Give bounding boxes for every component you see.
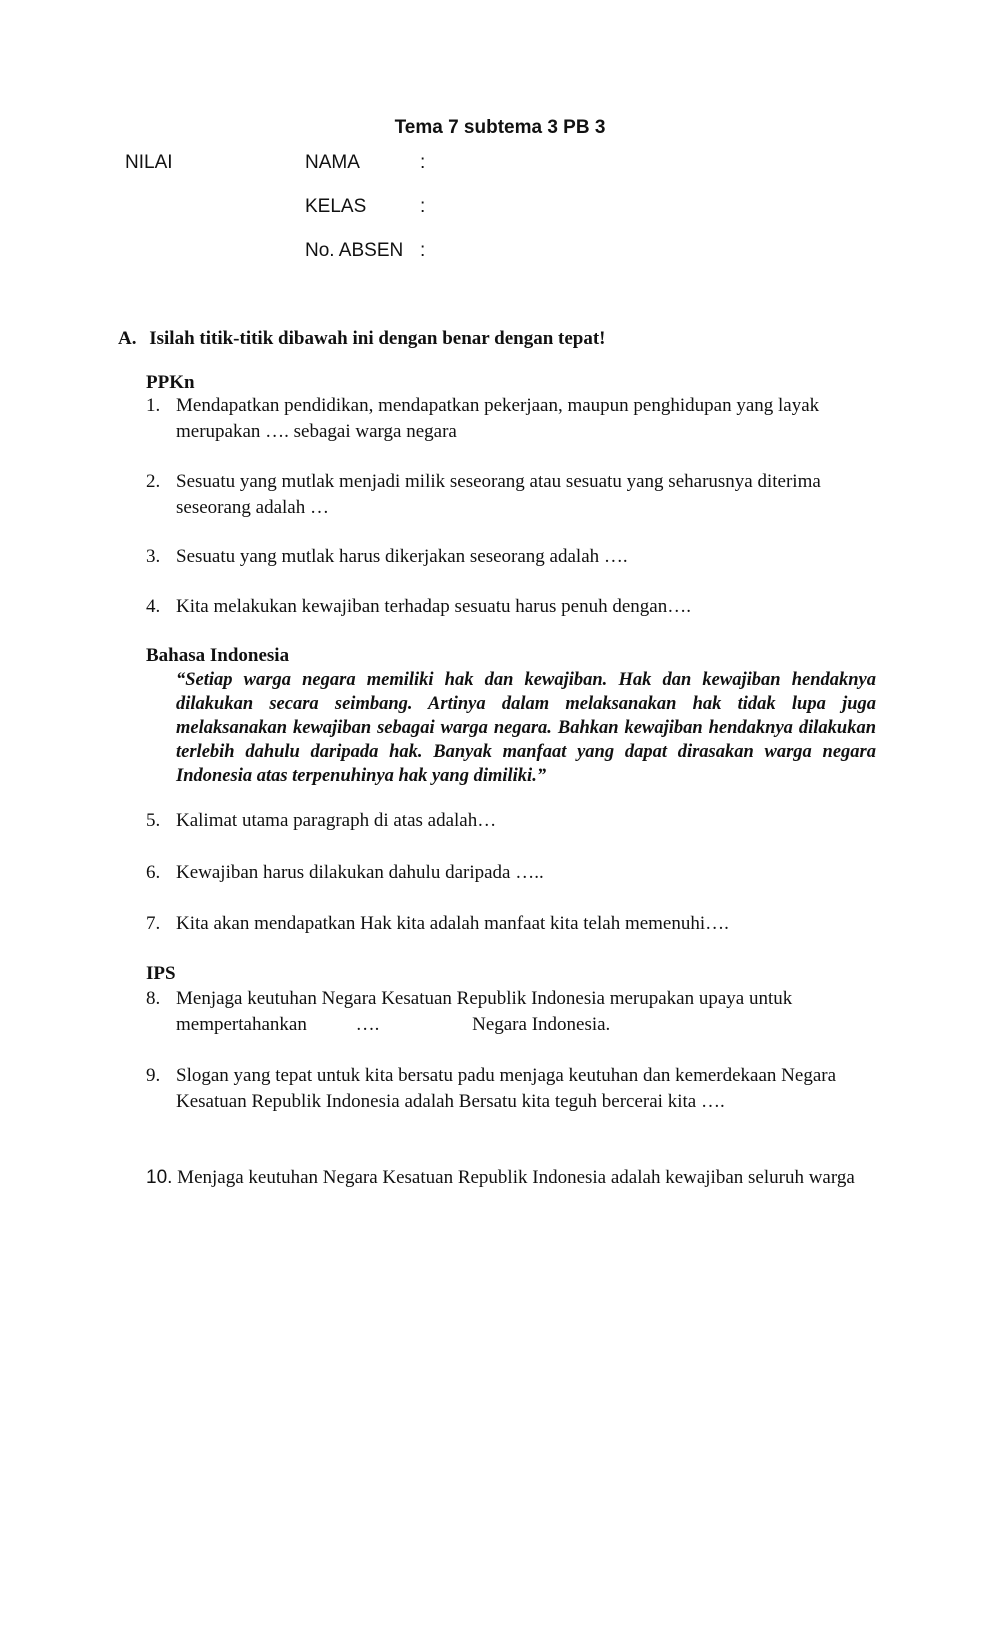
question-3 bbox=[146, 544, 876, 570]
question-number: 10. bbox=[146, 1167, 173, 1188]
question-text: Slogan yang tepat untuk kita bersatu padu menjaga keutuhan dan kemerdekaan Negara Kesatuan Republik Indonesia adalah Bersatu kita teguh bercerai kita …. bbox=[176, 1065, 837, 1112]
question-number: 9. bbox=[146, 1065, 161, 1086]
question-text: Menjaga keutuhan Negara Kesatuan Republik Indonesia adalah kewajiban seluruh warga bbox=[177, 1167, 855, 1188]
question-number: 8. bbox=[146, 988, 161, 1009]
question-text: Kalimat utama paragraph di atas adalah… bbox=[176, 810, 497, 831]
question-text: Sesuatu yang mutlak harus dikerjakan seseorang adalah …. bbox=[176, 546, 628, 567]
question-4 bbox=[146, 594, 876, 620]
q8-blank: …. bbox=[355, 1014, 380, 1035]
absen-colon: : bbox=[420, 240, 426, 261]
reading-passage: “Setiap warga negara memiliki hak dan kewajiban. Hak dan kewajiban hendaknya dilakukan secara seimbang. Artinya dalam melaksanakan hak tidak lupa juga melaksanakan kewajiban sebagai warga negara. Bahkan kewajiban hendaknya dilakukan terlebih dahulu daripada hak. Banyak manfaat yang dapat dirasakan warga negara Indonesia atas terpenuhinya hak yang dimiliki.” bbox=[176, 670, 876, 786]
question-number: 4. bbox=[146, 596, 161, 617]
q8-part-b: Negara Indonesia. bbox=[472, 1014, 611, 1035]
question-number: 6. bbox=[146, 862, 161, 883]
question-6 bbox=[146, 860, 876, 886]
nama-colon: : bbox=[420, 152, 426, 173]
question-text: Kewajiban harus dilakukan dahulu daripada ….. bbox=[176, 862, 544, 883]
question-2 bbox=[146, 469, 876, 521]
section-a-heading bbox=[118, 328, 606, 350]
nama-label: NAMA bbox=[305, 152, 360, 173]
ips-heading: IPS bbox=[146, 963, 176, 984]
q8-part-a: mempertahankan bbox=[176, 1014, 307, 1035]
question-8 bbox=[146, 986, 876, 1038]
question-text: Mendapatkan pendidikan, mendapatkan pekerjaan, maupun penghidupan yang layak merupakan …. sebagai warga negara bbox=[176, 395, 820, 442]
question-number: 7. bbox=[146, 913, 161, 934]
question-text-line1: Menjaga keutuhan Negara Kesatuan Republik Indonesia merupakan upaya untuk bbox=[176, 988, 793, 1009]
question-1 bbox=[146, 393, 876, 445]
question-text: Sesuatu yang mutlak menjadi milik seseorang atau sesuatu yang seharusnya diterima seseorang adalah … bbox=[176, 471, 821, 518]
page-title: Tema 7 subtema 3 PB 3 bbox=[394, 117, 606, 138]
question-9 bbox=[146, 1063, 876, 1115]
question-text-line2 bbox=[176, 1012, 876, 1038]
question-number: 5. bbox=[146, 810, 161, 831]
question-text: Kita melakukan kewajiban terhadap sesuatu harus penuh dengan…. bbox=[176, 596, 691, 617]
question-5 bbox=[146, 808, 876, 834]
question-text: Kita akan mendapatkan Hak kita adalah manfaat kita telah memenuhi…. bbox=[176, 913, 729, 934]
section-instruction: Isilah titik-titik dibawah ini dengan benar dengan tepat! bbox=[149, 328, 606, 349]
kelas-colon: : bbox=[420, 196, 426, 217]
bahasa-heading: Bahasa Indonesia bbox=[146, 645, 290, 666]
question-number: 1. bbox=[146, 395, 161, 416]
question-7 bbox=[146, 911, 876, 937]
question-10 bbox=[146, 1165, 886, 1191]
section-marker: A. bbox=[118, 328, 137, 349]
ppkn-heading: PPKn bbox=[146, 372, 195, 393]
question-number: 2. bbox=[146, 471, 161, 492]
question-number: 3. bbox=[146, 546, 161, 567]
kelas-label: KELAS bbox=[305, 196, 367, 217]
absen-label: No. ABSEN bbox=[305, 240, 404, 261]
nilai-label: NILAI bbox=[125, 152, 173, 173]
